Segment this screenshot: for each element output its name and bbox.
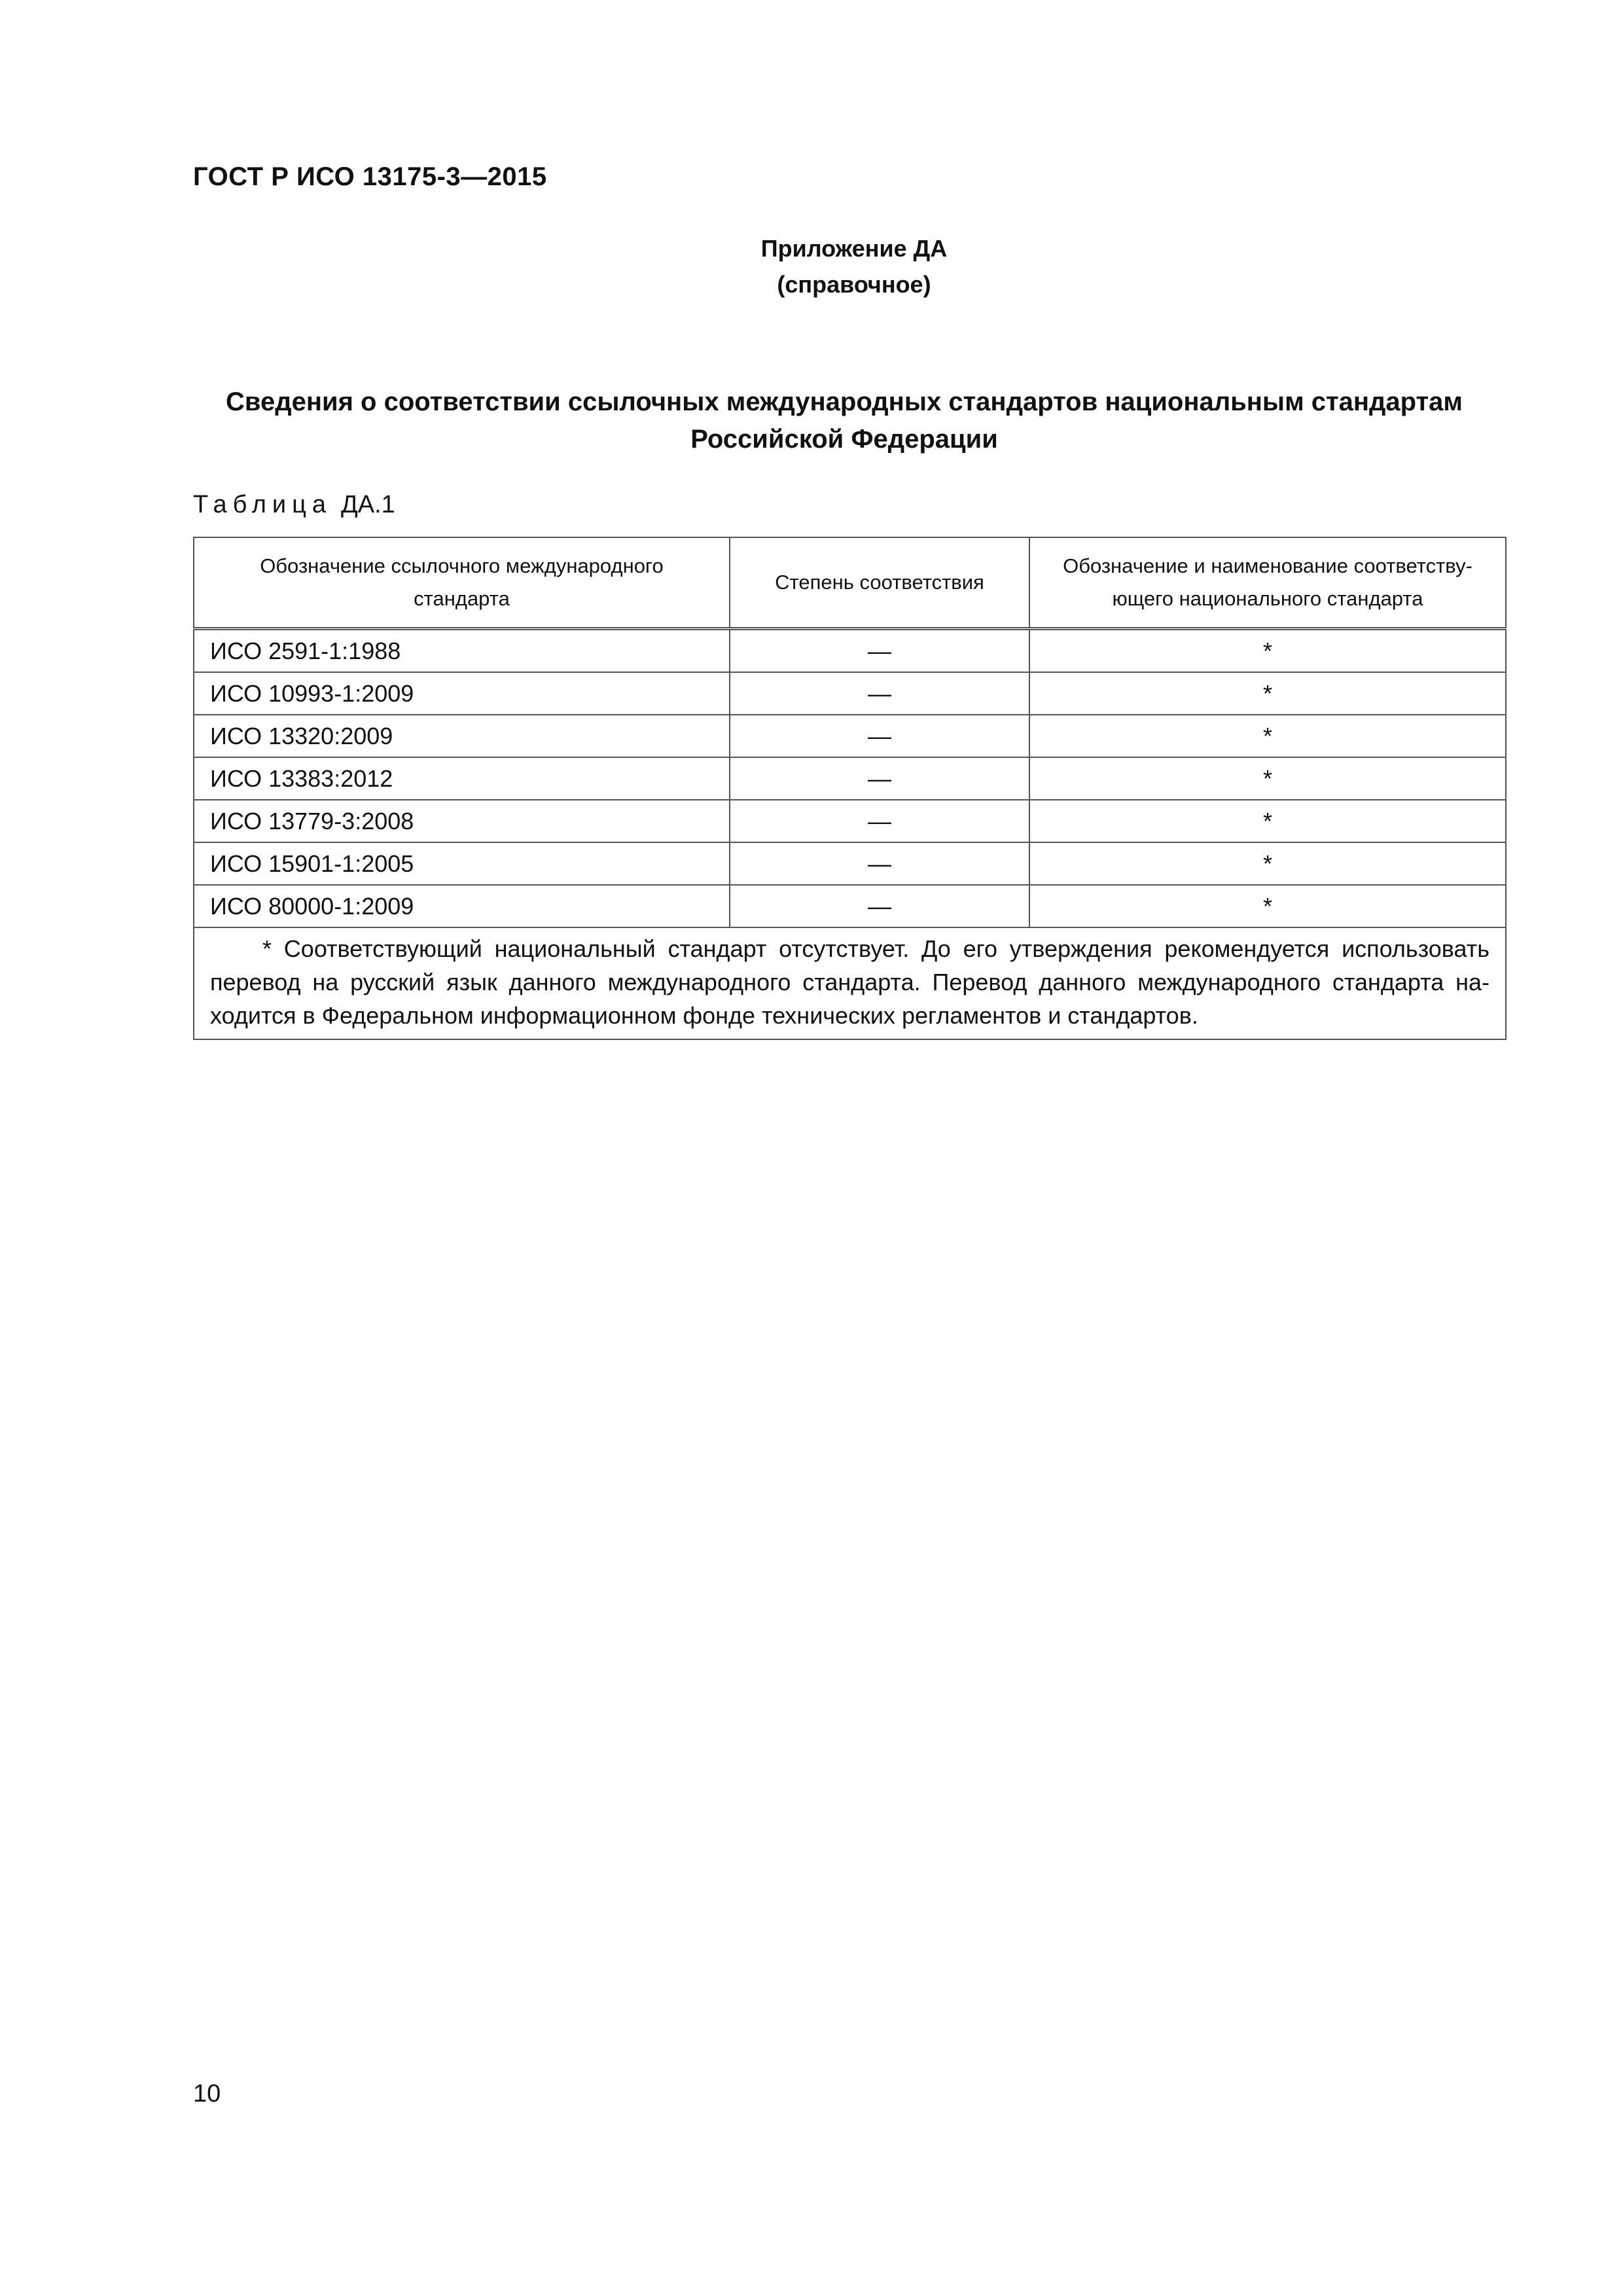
cell-national: *: [1029, 885, 1506, 927]
cell-standard: ИСО 80000-1:2009: [194, 885, 730, 927]
cell-degree: —: [730, 715, 1029, 757]
cell-degree: —: [730, 885, 1029, 927]
cell-standard: ИСО 13383:2012: [194, 757, 730, 800]
table-header-row: [194, 537, 1506, 629]
cell-degree: —: [730, 629, 1029, 673]
table-row: [194, 629, 1506, 673]
table-note-row: [194, 927, 1506, 1039]
table-row: [194, 800, 1506, 842]
cell-standard: ИСО 10993-1:2009: [194, 672, 730, 715]
table-footnote: * Соответствующий национальный стандарт отсутствует. До его утверждения рекомендуется использовать перевод на русский язык данного международного стандарта. Перевод данного международного стандарта на-ходится в Федеральном информационном фонде технических регламентов и стандартов.: [194, 927, 1506, 1039]
page-number: 10: [193, 2080, 221, 2108]
cell-national: *: [1029, 800, 1506, 842]
table-row: [194, 672, 1506, 715]
appendix-name: Приложение ДА: [760, 235, 948, 262]
cell-standard: ИСО 13320:2009: [194, 715, 730, 757]
cell-national: *: [1029, 715, 1506, 757]
table-row: [194, 757, 1506, 800]
section-title: Сведения о соответствии ссылочных международных стандартов национальным стандартам Российской Федерации: [226, 387, 1463, 454]
table-row: [194, 842, 1506, 885]
table-label-word: Таблица: [193, 491, 332, 518]
cell-standard: ИСО 2591-1:1988: [194, 629, 730, 673]
table-row: [194, 885, 1506, 927]
cell-degree: —: [730, 672, 1029, 715]
cell-degree: —: [730, 842, 1029, 885]
cell-degree: —: [730, 757, 1029, 800]
document-code: ГОСТ Р ИСО 13175-3—2015: [193, 162, 547, 191]
cell-national: *: [1029, 629, 1506, 673]
header-international-standard: Обозначение ссылочного международного стандарта: [194, 537, 730, 629]
cell-national: *: [1029, 757, 1506, 800]
cell-degree: —: [730, 800, 1029, 842]
cell-standard: ИСО 13779-3:2008: [194, 800, 730, 842]
appendix-kind: (справочное): [777, 271, 931, 298]
table-label: [193, 491, 395, 519]
table-label-number: ДА.1: [341, 491, 395, 518]
cell-national: *: [1029, 672, 1506, 715]
header-degree-of-correspondence: Степень соответствия: [730, 537, 1029, 629]
appendix-heading: [0, 230, 1623, 302]
cell-national: *: [1029, 842, 1506, 885]
correspondence-table: [193, 537, 1507, 1040]
header-national-standard: Обозначение и наименование соответству-ющего национального стандарта: [1029, 537, 1506, 629]
table-row: [194, 715, 1506, 757]
cell-standard: ИСО 15901-1:2005: [194, 842, 730, 885]
